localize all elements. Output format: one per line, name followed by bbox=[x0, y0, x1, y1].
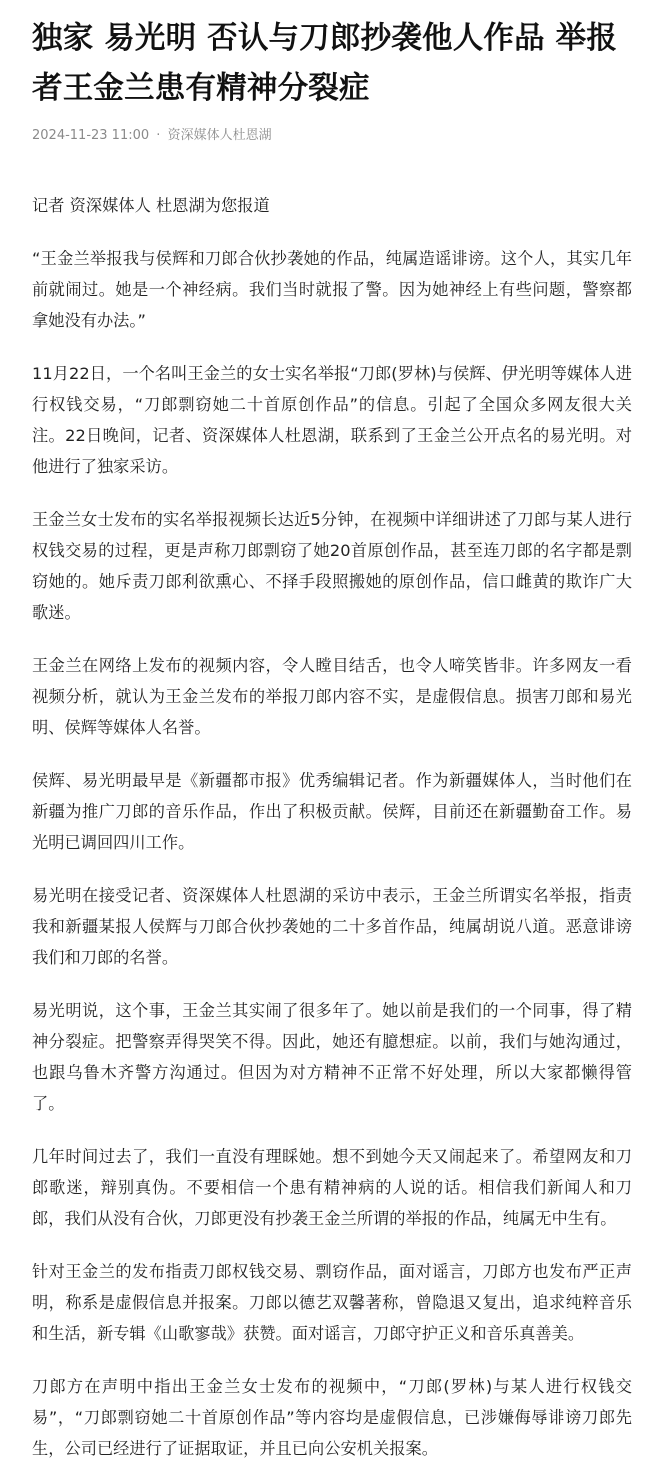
paragraph: 侯辉、易光明最早是《新疆都市报》优秀编辑记者。作为新疆媒体人，当时他们在新疆为推广刀郎的音乐作品，作出了积极贡献。侯辉，目前还在新疆勤奋工作。易光明已调回四川工作。 bbox=[32, 771, 632, 852]
meta-separator: · bbox=[156, 128, 161, 143]
paragraph: 11月22日，一个名叫王金兰的女士实名举报“刀郎(罗林)与侯辉、伊光明等媒体人进行权钱交易，“刀郎剽窃她二十首原创作品”的信息。引起了全国众多网友很大关注。22日晚间，记者、资深媒体人杜恩湖，联系到了王金兰公开点名的易光明。对他进行了独家采访。 bbox=[32, 364, 632, 476]
paragraph: 几年时间过去了，我们一直没有理睬她。想不到她今天又闹起来了。希望网友和刀郎歌迷，辩别真伪。不要相信一个患有精神病的人说的话。相信我们新闻人和刀郎，我们从没有合伙，刀郎更没有抄袭王金兰所谓的举报的作品，纯属无中生有。 bbox=[32, 1147, 632, 1228]
article-title: 独家 易光明 否认与刀郎抄袭他人作品 举报者王金兰患有精神分裂症 bbox=[32, 21, 618, 106]
paragraph: 刀郎方在声明中指出王金兰女士发布的视频中，“刀郎(罗林)与某人进行权钱交易”，“刀郎剽窃她二十首原创作品”等内容均是虚假信息，已涉嫌侮辱诽谤刀郎先生，公司已经进行了证据取证，并且已向公安机关报案。 bbox=[32, 1377, 632, 1458]
paragraph: “王金兰举报我与侯辉和刀郎合伙抄袭她的作品，纯属造谣诽谤。这个人，其实几年前就闹过。她是一个神经病。我们当时就报了警。因为她神经上有些问题，警察都拿她没有办法。” bbox=[32, 249, 632, 330]
paragraph: 易光明在接受记者、资深媒体人杜恩湖的采访中表示，王金兰所谓实名举报，指责我和新疆某报人侯辉与刀郎合伙抄袭她的二十多首作品，纯属胡说八道。恶意诽谤我们和刀郎的名誉。 bbox=[32, 886, 632, 967]
paragraph: 王金兰在网络上发布的视频内容，令人瞠目结舌，也令人啼笑皆非。许多网友一看视频分析，就认为王金兰发布的举报刀郎内容不实，是虚假信息。损害刀郎和易光明、侯辉等媒体人名誉。 bbox=[32, 656, 632, 737]
author-name[interactable]: 资深媒体人杜恩湖 bbox=[167, 128, 272, 143]
publish-datetime: 2024-11-23 11:00 bbox=[32, 128, 150, 143]
paragraph: 王金兰女士发布的实名举报视频长达近5分钟，在视频中详细讲述了刀郎与某人进行权钱交易的过程，更是声称刀郎剽窃了她20首原创作品，甚至连刀郎的名字都是剽窃她的。她斥责刀郎利欲熏心、不择手段照搬她的原创作品，信口雌黄的欺诈广大歌迷。 bbox=[32, 510, 632, 622]
byline: 记者 资深媒体人 杜恩湖为您报道 bbox=[32, 196, 270, 215]
paragraph: 针对王金兰的发布指责刀郎权钱交易、剽窃作品，面对谣言，刀郎方也发布严正声明，称系是虚假信息并报案。刀郎以德艺双馨著称，曾隐退又复出，追求纯粹音乐和生活，新专辑《山歌寥哉》获赞。面对谣言，刀郎守护正义和音乐真善美。 bbox=[32, 1262, 632, 1343]
paragraph: 易光明说，这个事，王金兰其实闹了很多年了。她以前是我们的一个同事，得了精神分裂症。把警察弄得哭笑不得。因此，她还有臆想症。以前，我们与她沟通过，也跟乌鲁木齐警方沟通过。但因为对方精神不正常不好处理，所以大家都懒得管了。 bbox=[32, 1001, 632, 1113]
article-meta bbox=[32, 126, 632, 146]
article-body bbox=[32, 190, 632, 1464]
